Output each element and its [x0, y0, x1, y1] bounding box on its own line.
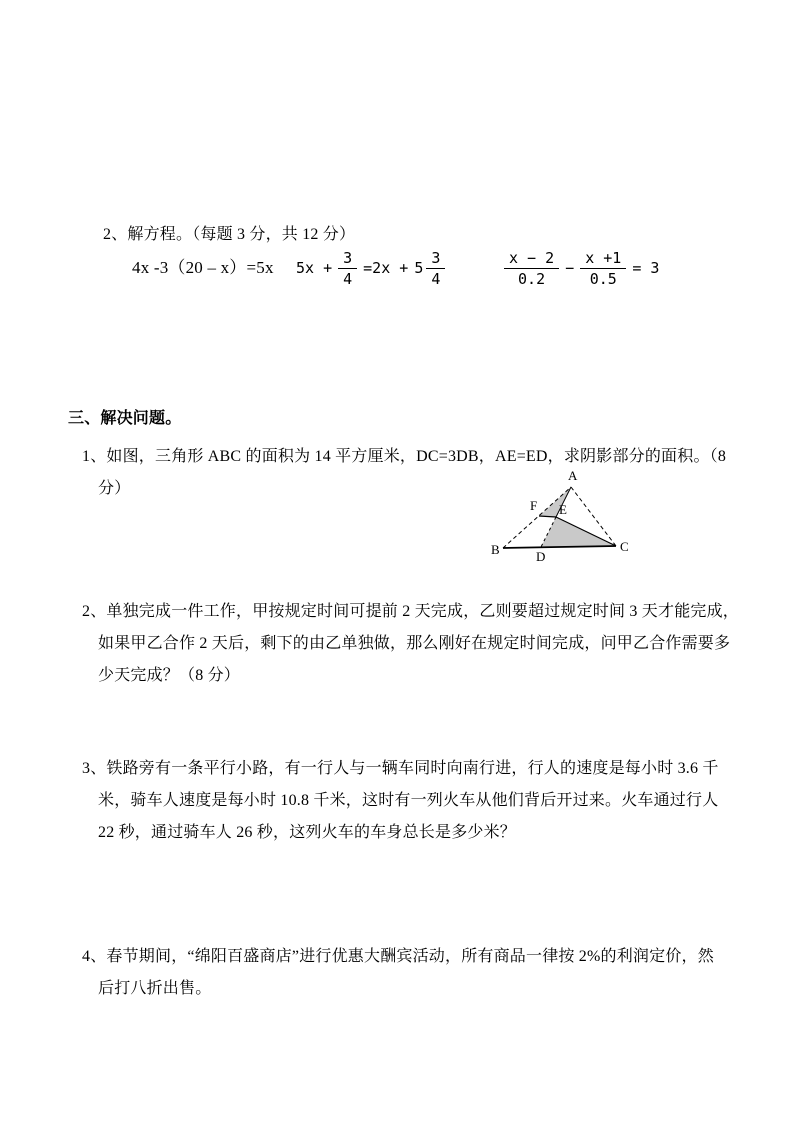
equation-linear: 4x -3（20 – x）=5x: [132, 258, 274, 277]
question-3-line-1: 3、铁路旁有一条平行小路，有一行人与一辆车同时向南行进，行人的速度是每小时 3.6 千: [82, 760, 719, 777]
question-1-line-2: 分）: [98, 480, 131, 497]
minus-operator: −: [565, 259, 575, 277]
vertex-label-f: F: [530, 498, 538, 513]
question-4-line-1: 4、春节期间，“绵阳百盛商店”进行优惠大酬宾活动，所有商品一律按 2%的利润定价，然: [82, 948, 714, 965]
fraction-numerator: 3: [426, 249, 445, 269]
mixed-number-whole: 5: [414, 259, 424, 277]
fraction: [504, 249, 559, 288]
question-3-line-2: 米，骑车人速度是每小时 10.8 千米，这时有一列火车从他们背后开过来。火车通过行人: [98, 792, 719, 809]
fraction-numerator: x +1: [580, 249, 626, 269]
equation-fraction-1: [293, 245, 448, 291]
fraction-denominator: 0.5: [589, 269, 617, 288]
fraction-denominator: 0.2: [518, 269, 546, 288]
question-4-line-2: 后打八折出售。: [98, 980, 212, 997]
vertex-label-d: D: [536, 549, 546, 564]
equation-fraction-2: [501, 245, 662, 291]
side-bc: [503, 546, 616, 548]
solve-equations-heading: 2、解方程。（每题 3 分，共 12 分）: [103, 226, 356, 243]
fraction: [426, 249, 445, 288]
fraction: [580, 249, 626, 288]
fraction-numerator: x − 2: [504, 249, 559, 269]
equation-result: = 3: [632, 259, 660, 277]
section-three-heading: 三、解决问题。: [68, 410, 182, 427]
fraction-denominator: 4: [343, 269, 353, 288]
fraction: [338, 249, 357, 288]
question-1-line-1: 1、如图，三角形 ABC 的面积为 14 平方厘米，DC=3DB，AE=ED，求阴影部分的面积。（8: [82, 448, 727, 465]
fraction-numerator: 3: [338, 249, 357, 269]
vertex-label-a: A: [568, 468, 578, 483]
vertex-label-c: C: [620, 539, 629, 554]
vertex-label-e: E: [559, 502, 567, 517]
question-3-line-3: 22 秒，通过骑车人 26 秒，这列火车的车身总长是多少米？: [98, 824, 517, 841]
fraction-denominator: 4: [431, 269, 441, 288]
question-2-line-3: 少天完成？（8 分）: [98, 667, 241, 684]
vertex-label-b: B: [491, 542, 500, 557]
question-2-line-2: 如果甲乙合作 2 天后，剩下的由乙单独做，那么刚好在规定时间完成，问甲乙合作需要多: [98, 635, 731, 652]
triangle-figure: [488, 468, 640, 564]
question-2-line-1: 2、单独完成一件工作，甲按规定时间可提前 2 天完成，乙则要超过规定时间 3 天才能完成，: [82, 603, 740, 620]
equation-term: =2x +: [363, 259, 409, 277]
equation-term: 5x +: [296, 259, 333, 277]
